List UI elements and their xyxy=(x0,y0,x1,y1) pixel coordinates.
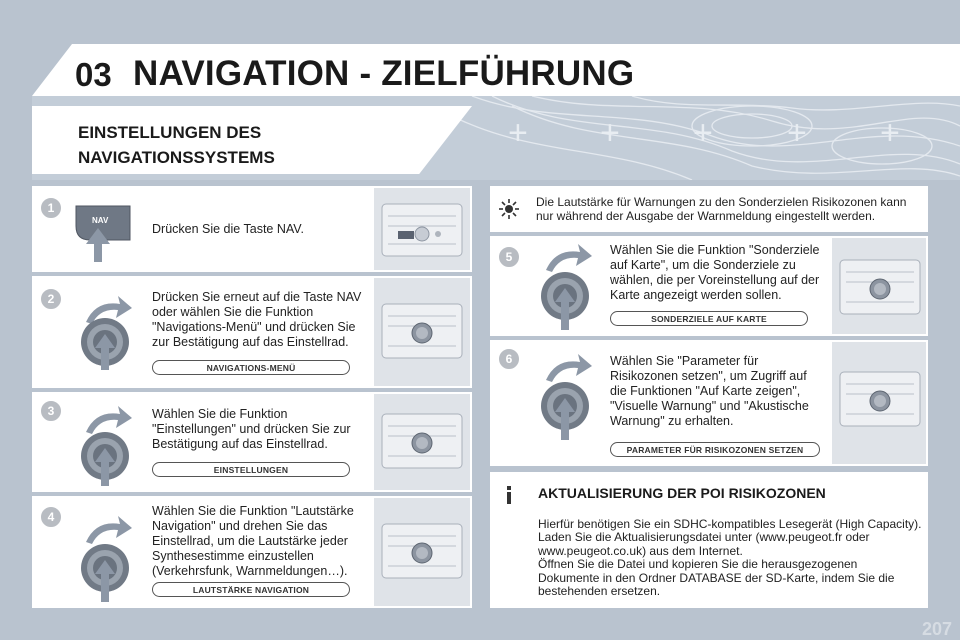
rotary-knob-icon xyxy=(532,240,602,332)
info-icon xyxy=(498,484,520,506)
plus-mark: + xyxy=(880,114,900,152)
menu-label-pill: NAVIGATIONS-MENÜ xyxy=(152,360,350,375)
radio-device-icon xyxy=(380,198,464,260)
rotary-knob-icon xyxy=(72,292,142,372)
step-text: Wählen Sie "Parameter für Risikozonen setzen", um Zugriff auf die Funktionen "Auf Karte zeigen", "Visuelle Warnung" und "Akustische Warnung" zu erhalten. xyxy=(610,354,809,428)
page-number: 207 xyxy=(921,619,952,639)
rotary-knob-icon xyxy=(72,402,142,488)
nav-key-icon xyxy=(70,198,140,268)
rotary-knob-icon xyxy=(532,350,602,442)
radio-device-icon xyxy=(380,520,464,584)
step-number: 1 xyxy=(40,197,62,219)
info-text xyxy=(538,518,926,598)
info-title: AKTUALISIERUNG DER POI RISIKOZONEN xyxy=(538,485,826,501)
info-line: Dokumente in den Ordner DATABASE der SD-Karte, indem Sie die xyxy=(538,570,895,585)
section-title xyxy=(78,120,275,170)
info-line: www.peugeot.co.uk) aus dem Internet. xyxy=(538,543,743,558)
step-text: Wählen Sie die Funktion "Lautstärke Navigation" und drehen Sie das Einstellrad, um die Lautstärke jeder Synthesestimme einzustellen (Verkehrsfunk, Warnmeldungen…). xyxy=(152,504,354,578)
sun-icon xyxy=(498,198,520,220)
step-text: Wählen Sie die Funktion "Sonderziele auf Karte", um die Sonderziele zu wählen, die per Voreinstellung auf der Karte angezeigt werden sollen. xyxy=(610,243,820,302)
menu-label-pill: PARAMETER FÜR RISIKOZONEN SETZEN xyxy=(610,442,820,457)
menu-label-pill: LAUTSTÄRKE NAVIGATION xyxy=(152,582,350,597)
page-title: NAVIGATION - ZIELFÜHRUNG xyxy=(133,54,635,93)
menu-label-pill: SONDERZIELE AUF KARTE xyxy=(610,311,808,326)
chapter-number: 03 xyxy=(75,56,112,93)
menu-label-pill: EINSTELLUNGEN xyxy=(152,462,350,477)
plus-mark: + xyxy=(787,114,807,152)
section-title-line: NAVIGATIONSSYSTEMS xyxy=(78,148,275,167)
info-line: Hierfür benötigen Sie ein SDHC-kompatibles Lesegerät (High Capacity). xyxy=(538,517,922,531)
note-text: Die Lautstärke für Warnungen zu den Sonderzielen Risikozonen kann nur während der Ausgabe der Warnmeldung eingestellt werden. xyxy=(536,195,907,223)
step-number: 4 xyxy=(40,506,62,528)
step-number: 3 xyxy=(40,400,62,422)
info-line: Öffnen Sie die Datei und kopieren Sie die herausgezogenen xyxy=(538,557,858,572)
step-number: 2 xyxy=(40,288,62,310)
info-line: Laden Sie die Aktualisierungsdatei unter (www.peugeot.fr oder xyxy=(538,530,870,545)
svg-text:NAV: NAV xyxy=(92,216,109,225)
plus-mark: + xyxy=(693,114,713,152)
info-line: bestehenden ersetzen. xyxy=(538,584,661,599)
section-title-line: EINSTELLUNGEN DES xyxy=(78,123,262,142)
plus-mark: + xyxy=(600,114,620,152)
plus-mark: + xyxy=(508,114,528,152)
step-text: Drücken Sie die Taste NAV. xyxy=(152,222,304,236)
step-text: Drücken Sie erneut auf die Taste NAV oder wählen Sie die Funktion "Navigations-Menü" und drücken Sie zur Bestätigung auf das Einstellrad. xyxy=(152,290,362,349)
rotary-knob-icon xyxy=(72,512,142,604)
radio-device-icon xyxy=(838,368,922,432)
radio-device-icon xyxy=(380,300,464,364)
step-text: Wählen Sie die Funktion "Einstellungen" und drücken Sie zur Bestätigung auf das Einstellrad. xyxy=(152,407,351,451)
radio-device-icon xyxy=(838,256,922,320)
radio-device-icon xyxy=(380,410,464,474)
step-number: 6 xyxy=(498,348,520,370)
step-number: 5 xyxy=(498,246,520,268)
